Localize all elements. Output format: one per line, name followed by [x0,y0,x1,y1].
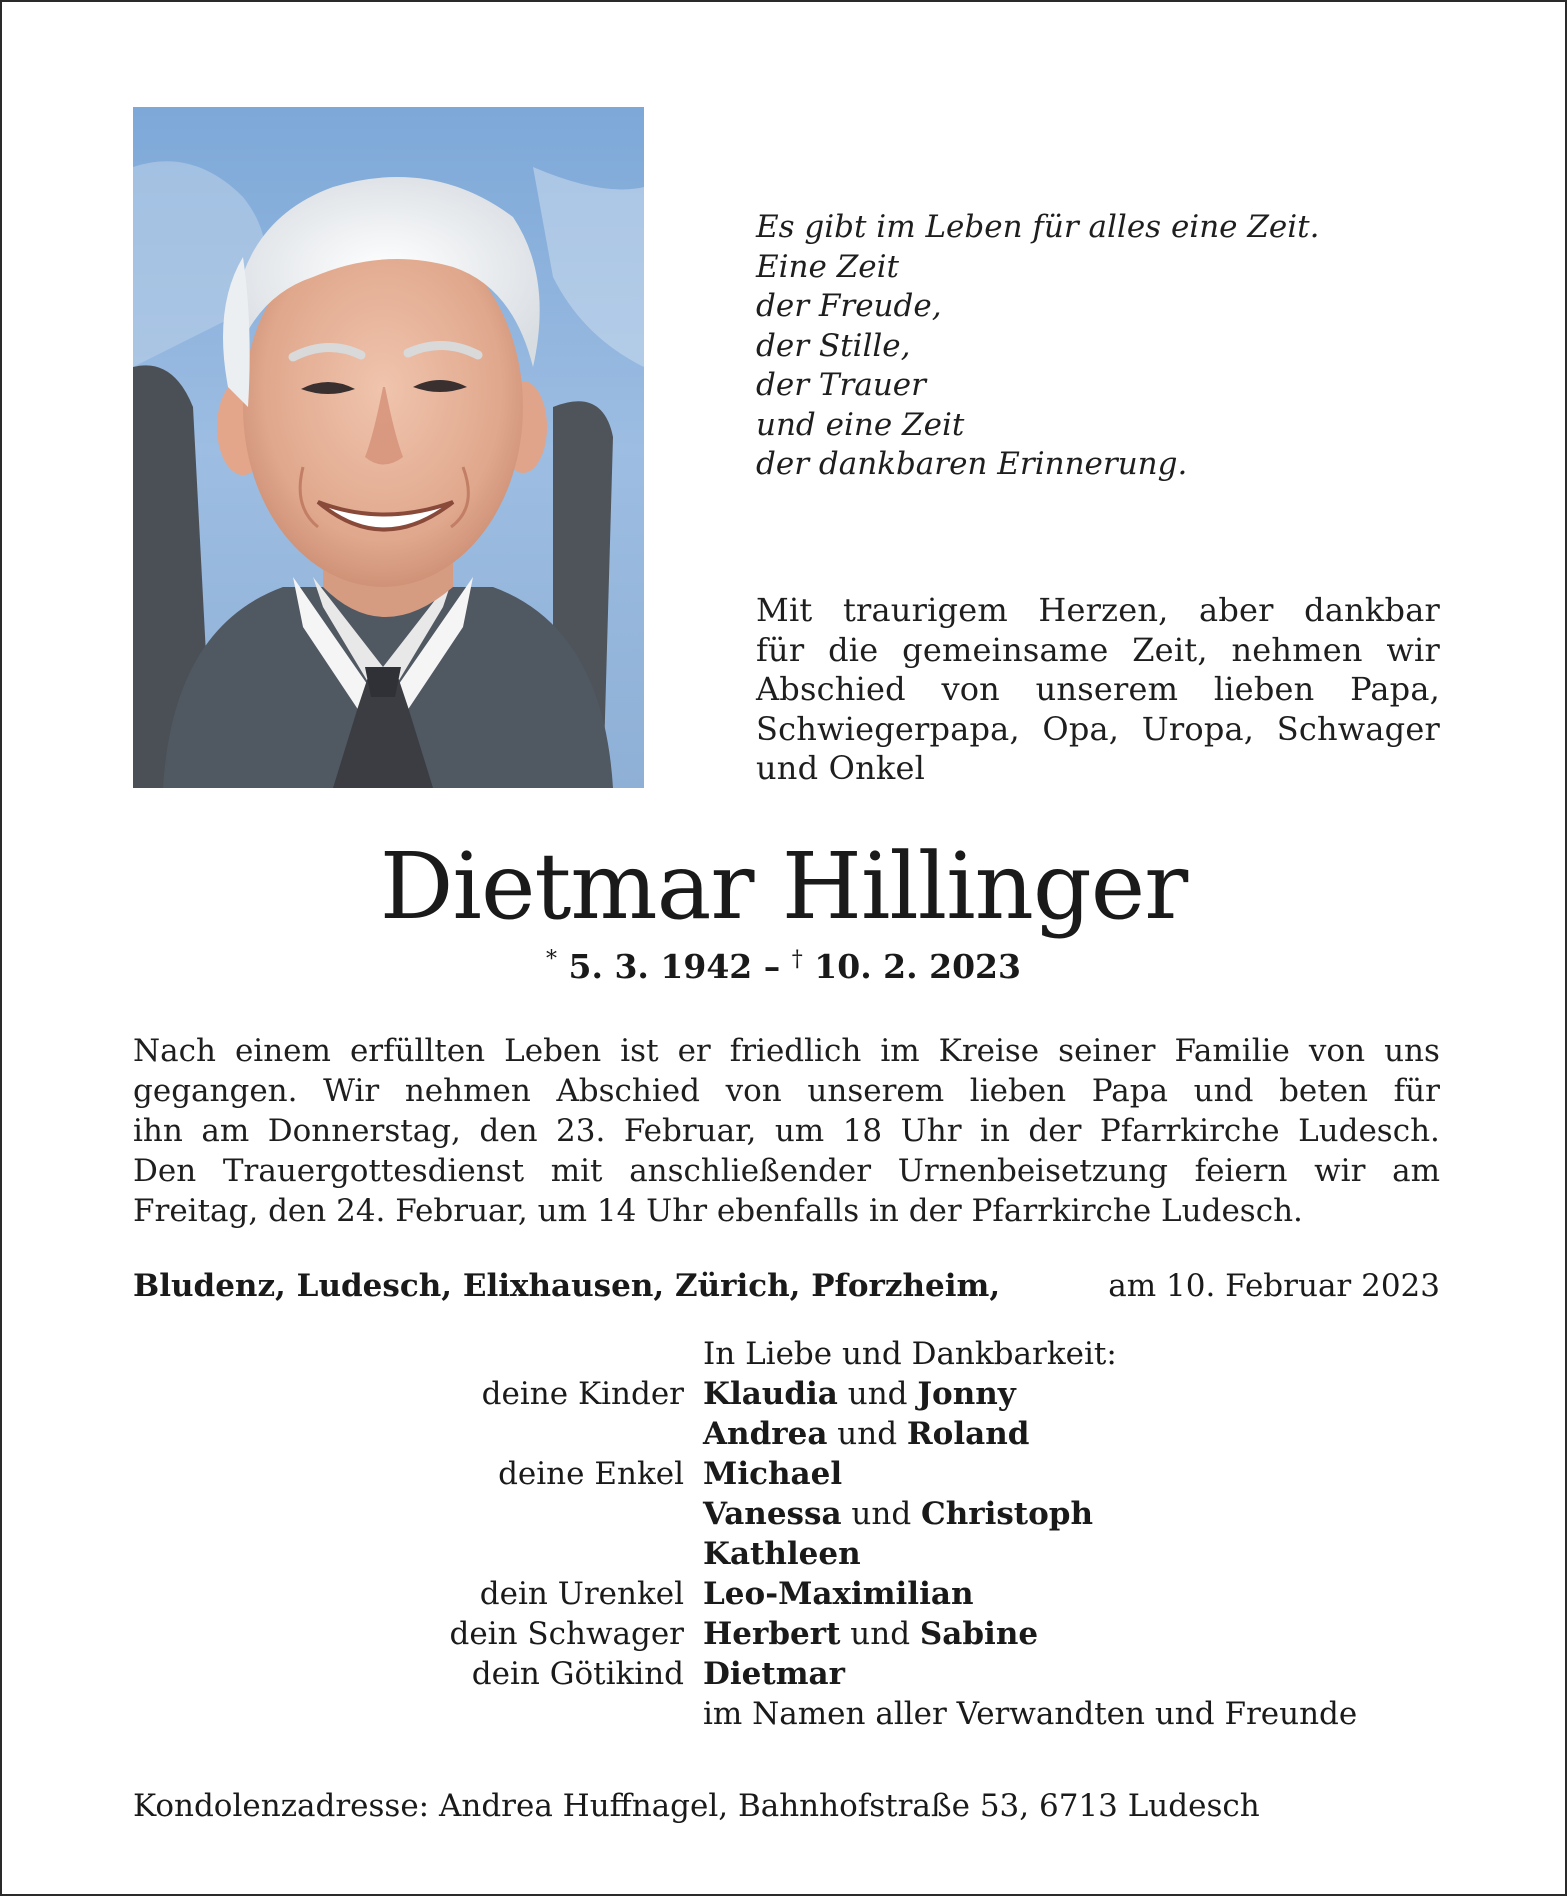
family-names [703,1494,1093,1534]
family-member-name: Christoph [921,1496,1094,1532]
family-list [133,1334,1440,1734]
announcement-text [133,1031,1440,1231]
family-member-name: Klaudia [703,1376,838,1412]
family-row [133,1374,1440,1414]
family-names [703,1454,842,1494]
announcement-line: gegangen. Wir nehmen Abschied von unserem lieben Papa und beten für [133,1073,1440,1109]
family-heading-row [133,1334,1440,1374]
life-dates [2,947,1565,986]
family-relation: dein Urenkel [479,1576,684,1612]
family-member-name: Dietmar [703,1656,845,1692]
poem-line: Es gibt im Leben für alles eine Zeit. [756,209,1320,245]
places-and-date [133,1266,1440,1306]
poem-line: der Trauer [756,367,926,403]
family-row [133,1574,1440,1614]
poem [756,208,1456,485]
intro-line: für die gemeinsame Zeit, nehmen wir [756,630,1440,669]
intro-line: Schwiegerpapa, Opa, Uropa, Schwager [756,709,1440,748]
family-names [703,1414,1029,1454]
family-heading: In Liebe und Dankbarkeit: [703,1336,1117,1372]
poem-line: der Stille, [756,327,911,364]
announcement-line: ihn am Donnerstag, den 23. Februar, um 18 Uhr in der Pfarrkirche Ludesch. [133,1113,1440,1149]
announcement-line: Freitag, den 24. Februar, um 14 Uhr ebenfalls in der Pfarrkirche Ludesch. [133,1193,1303,1229]
family-member-name: Leo-Maximilian [703,1576,974,1612]
portrait-photo [133,107,644,788]
family-row [133,1534,1440,1574]
family-relation [133,1494,703,1534]
family-row [133,1494,1440,1534]
family-row [133,1414,1440,1454]
deceased-name: Dietmar Hillinger [379,833,1188,940]
announcement-line: Den Trauergottesdienst mit anschließender Urnenbeisetzung feiern wir am [133,1153,1440,1189]
family-names [703,1534,861,1574]
family-member-name: Vanessa [703,1496,842,1532]
family-row [133,1614,1440,1654]
family-names [703,1614,1038,1654]
announcement-line: Nach einem erfüllten Leben ist er friedlich im Kreise seiner Familie von uns [133,1033,1440,1069]
family-relation [133,1414,703,1454]
family-member-name: Jonny [917,1376,1016,1412]
family-relation: dein Schwager [449,1616,684,1652]
birth-symbol: * [546,947,558,972]
name-joiner: und [841,1496,922,1532]
poem-line: der dankbaren Erinnerung. [756,446,1188,482]
family-row [133,1454,1440,1494]
family-names [703,1654,845,1694]
intro-text [756,591,1440,789]
family-relation [133,1534,703,1574]
name-joiner: und [837,1376,918,1412]
poem-line: Eine Zeit [756,248,899,285]
birth-date: 5. 3. 1942 [568,947,753,986]
family-relation: deine Kinder [481,1376,684,1412]
name-joiner: und [827,1416,907,1452]
family-names [703,1574,973,1614]
family-relation: deine Enkel [498,1456,684,1492]
poem-line: und eine Zeit [756,406,965,443]
family-member-name: Sabine [919,1616,1039,1652]
poem-line: der Freude, [756,288,942,324]
intro-line: Abschied von unserem lieben Papa, [756,670,1440,708]
intro-line: Mit traurigem Herzen, aber dankbar [756,591,1440,629]
family-closing-row [133,1694,1440,1734]
condolence-address: Kondolenzadresse: Andrea Huffnagel, Bahnhofstraße 53, 6713 Ludesch [133,1788,1260,1824]
family-relation: dein Götikind [471,1656,684,1692]
places-list: Bludenz, Ludesch, Elixhausen, Zürich, Pforzheim, [133,1268,1001,1304]
family-member-name: Andrea [703,1416,828,1452]
family-member-name: Herbert [703,1616,841,1652]
family-closing: im Namen aller Verwandten und Freunde [703,1696,1358,1732]
intro-line: und Onkel [756,749,926,787]
name-joiner: und [840,1616,920,1652]
portrait-photo-image [133,107,644,788]
death-date: 10. 2. 2023 [814,947,1021,986]
family-member-name: Kathleen [703,1536,861,1572]
family-member-name: Michael [703,1456,843,1492]
family-member-name: Roland [906,1416,1030,1452]
death-symbol: † [791,947,803,972]
family-row [133,1654,1440,1694]
family-names [703,1374,1016,1414]
announcement-date: am 10. Februar 2023 [1108,1268,1440,1304]
date-separator: – [763,947,781,986]
